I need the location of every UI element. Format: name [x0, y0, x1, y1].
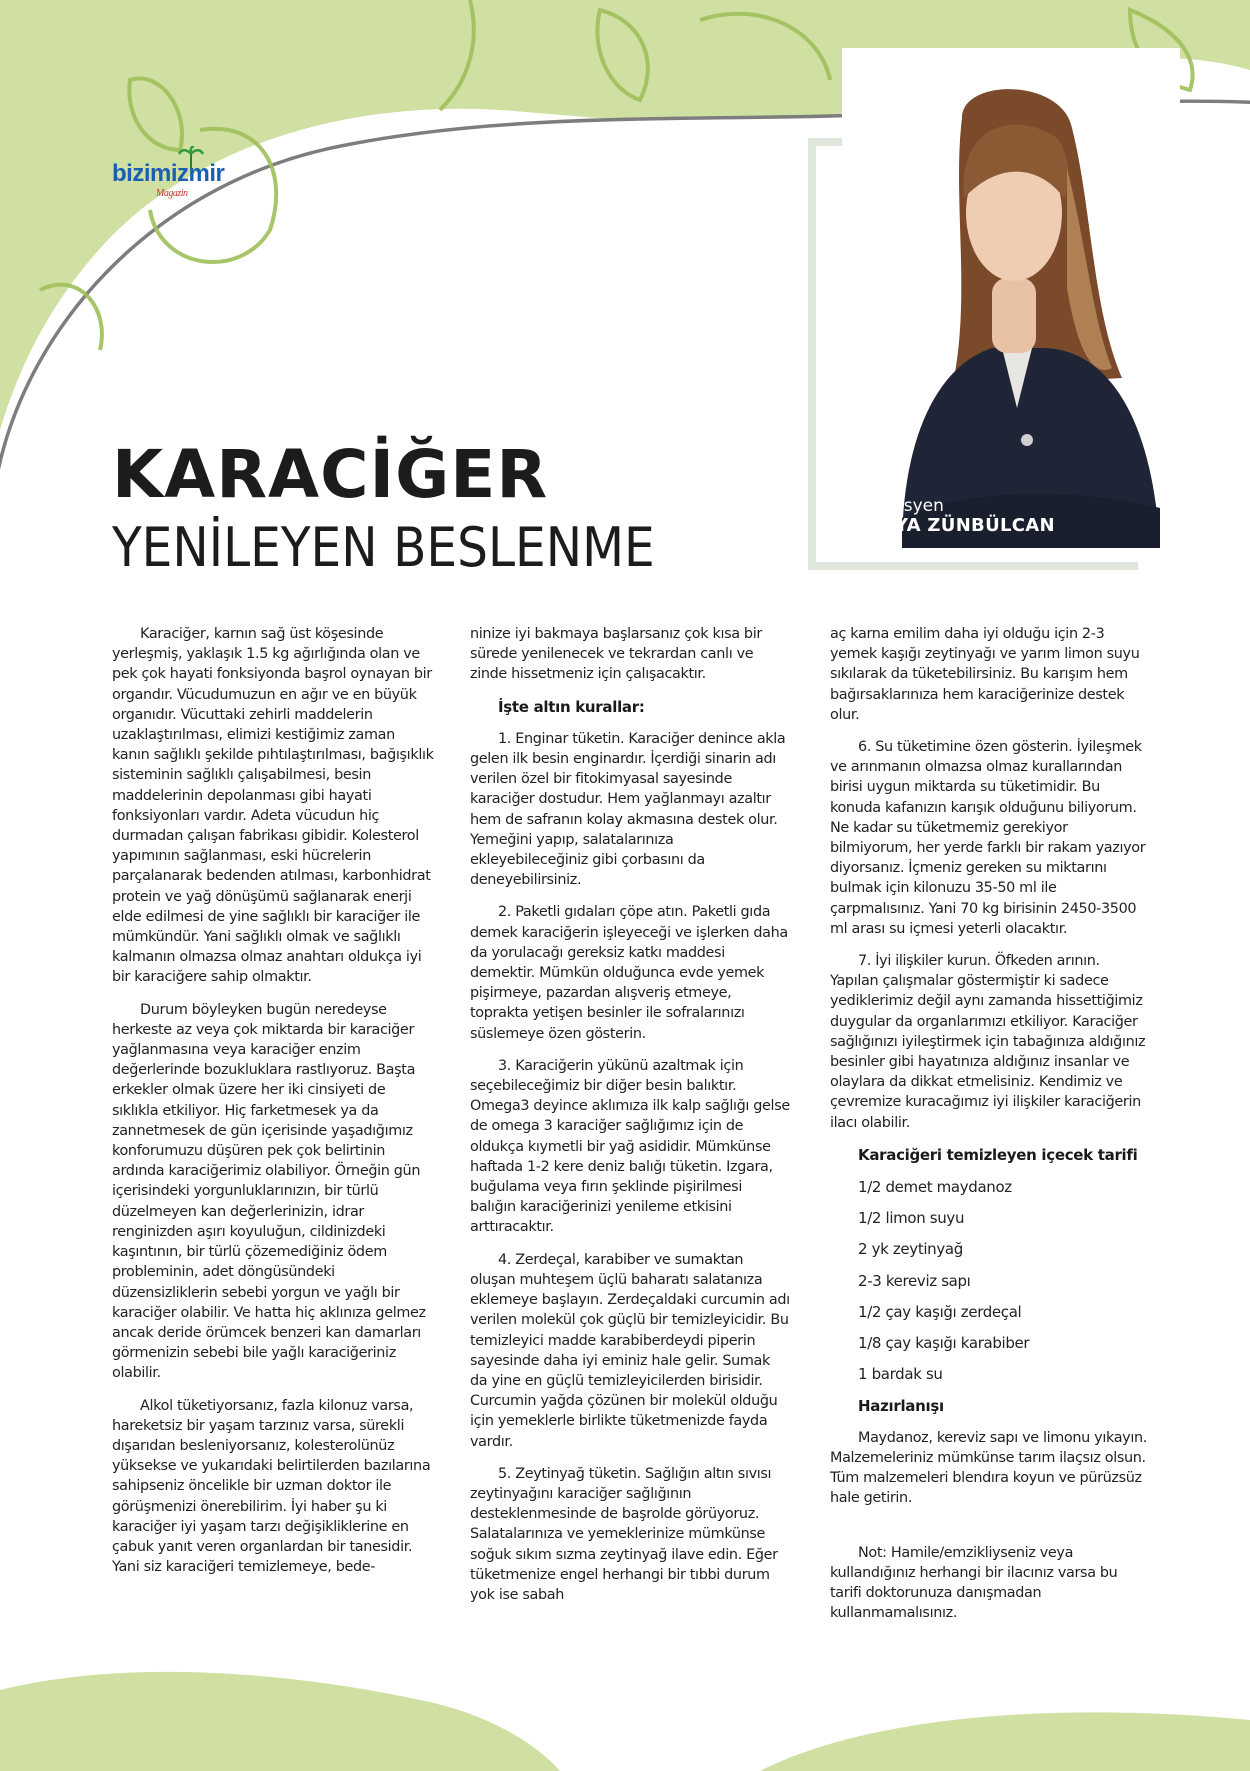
article-column-2	[470, 624, 790, 1617]
article-column-3	[830, 624, 1148, 1635]
brand-sub: Magazin	[156, 188, 188, 199]
note-text: Not: Hamile/emzikliyseniz veya kullandığınız herhangi bir ilacınız varsa bu tarifi doktorunuza danışmadan kullanmamalısınız.	[830, 1544, 1118, 1622]
brand-name: bizimizmir	[112, 160, 225, 187]
rule-item: 1. Enginar tüketin. Karaciğer denince akla gelen ilk besin enginardır. İçerdiği sinarin adı verilen özel bir fitokimyasal sayesinde karaciğer dostudur. Hem yağlanmayı azaltır hem de safranın kolay akmasına destek olur. Yemeğini yapıp, salatalarınıza ekleyebileceğiniz gibi çorbasını da deneyebilirsiniz.	[470, 730, 786, 889]
ingredient-item: 1/2 demet maydanoz	[858, 1178, 1012, 1197]
ingredient-item: 1/8 çay kaşığı karabiber	[858, 1334, 1030, 1353]
author-photo	[842, 48, 1180, 548]
rule-item: 6. Su tüketimine özen gösterin. İyileşmek ve arınmanın olmazsa olmaz kurallarından birisi uygun miktarda su tüketimidir. Bu konuda kafanızın karışık olduğunu biliyorum. Ne kadar su tüketmemiz gerekiyor bilmiyorum, her yerde farklı bir rakam yazıyor diyorsanız. İçmeniz gereken su miktarını bulmak için kilonuzu 35-50 ml ile çarpmalısınız. Yani 70 kg birisinin 2450-3500 ml arası su içmesi yeterli olacaktır.	[830, 739, 1146, 937]
paragraph: Alkol tüketiyorsanız, fazla kilonuz varsa, hareketsiz bir yaşam tarzınız varsa, sürekli dışarıdan besleniyorsanız, kolesterolünüz yüksekse ve yukarıdaki belirtilerden bazılarına sahipseniz öncelikle bir uzman doktor ile görüşmenizi önerebilirim. İyi haber şu ki karaciğer iyi yaşam tarzı değişikliklerine en çabuk yanıt veren organlardan bir tanesidir. Yani siz karaciğeri temizlemeye, bede-	[112, 1397, 431, 1576]
jacket-button	[1021, 434, 1033, 446]
ingredient-item: 1/2 çay kaşığı zerdeçal	[858, 1302, 1022, 1321]
article-column-1	[112, 624, 434, 1589]
paragraph: aç karna emilim daha iyi olduğu için 2-3 yemek kaşığı zeytinyağı ve yarım limon suyu sıkılarak da tüketebilirsiniz. Bu karışım hem bağırsaklarınıza hem karaciğerinize destek olur.	[830, 626, 1140, 723]
paragraph: Karaciğer, karnın sağ üst köşesinde yerleşmiş, yaklaşık 1.5 kg ağırlığında olan ve pek çok hayati fonksiyonda başrol oynayan bir organdır. Vücudumuzun en ağır ve en büyük organıdır. Vücuttaki zehirli maddelerin uzaklaştırılması, elimizi kestiğimiz zaman kanın sağlıklı şekilde pıhtılaştırılması, bağışıklık sisteminin sağlıklı çalışabilmesi, besin maddelerinin depolanması gibi hayati fonksiyonları vardır. Adeta vücudun hiç durmadan çalışan fabrikası gibidir. Kolesterol yapımının sağlanması, eski hücrelerin parçalanarak bedenden atılması, karbonhidrat protein ve yağ dönüşümü sağlanarak enerji elde edilmesi de yine sağlıklı bir karaciğer ile mümkündür. Yani sağlıklı olmak ve sağlıklı kalmanın olmazsa olmaz anahtarı oldukça iyi bir karaciğere sahip olmaktır.	[112, 626, 434, 986]
rule-item: 7. İyi ilişkiler kurun. Öfkeden arının. Yapılan çalışmalar göstermiştir ki sadece yediklerimiz değil aynı zamanda hissettiğimiz duygular da organlarımızı etkiliyor. Karaciğer sağlığınızı iyileştirmek için tabağınıza aldığınız besinler gibi hayatınıza aldığınız insanlar ve olaylara da dikkat etmelisiniz. Kendimiz ve çevremize kuracağımız iyi ilişkiler karaciğerin ilacı olabilir.	[830, 953, 1146, 1131]
palm-icon	[178, 146, 204, 168]
caption-name: DERYA ZÜNBÜLCAN	[854, 515, 1055, 536]
photo-caption	[854, 496, 1055, 536]
ingredient-item: 1/2 limon suyu	[858, 1209, 965, 1228]
ingredient-item: 1 bardak su	[858, 1365, 943, 1384]
rule-item: 3. Karaciğerin yükünü azaltmak için seçebileceğimiz bir diğer besin balıktır. Omega3 deyince aklımıza ilk kalp sağlığı gelse de omega 3 karaciğer sağlığımız için de oldukça kıymetli bir yağ asididir. Mümkünse haftada 1-2 kere deniz balığı tüketin. Izgara, buğulama veya fırın şeklinde pişirilmesi balığın karaciğerinizi yenileme etkisini arttıracaktır.	[470, 1057, 790, 1236]
ingredient-item: 2 yk zeytinyağ	[858, 1240, 963, 1259]
page-subtitle: YENİLEYEN BESLENME	[112, 516, 655, 579]
brand-logo	[112, 160, 225, 199]
neck	[992, 278, 1036, 353]
paragraph: ninize iyi bakmaya başlarsanız çok kısa bir sürede yenilenecek ve tekrardan canlı ve zinde hissetmeniz için çalışacaktır.	[470, 626, 762, 683]
prep-text: Maydanoz, kereviz sapı ve limonu yıkayın. Malzemeleriniz mümkünse tarım ilaçsız olsun. Tüm malzemeleri blendıra koyun ve pürüzsüz hale getirin.	[830, 1429, 1147, 1507]
rules-heading: İşte altın kurallar:	[498, 697, 645, 716]
caption-role: Diyetisyen	[854, 496, 944, 516]
prep-heading: Hazırlanışı	[858, 1396, 944, 1415]
ingredient-list	[858, 1177, 1148, 1384]
recipe-heading: Karaciğeri temizleyen içecek tarifi	[858, 1145, 1138, 1164]
rule-item: 2. Paketli gıdaları çöpe atın. Paketli gıda demek karaciğerin işleyeceği ve işlerken daha da yorulacağı gereksiz katkı maddesi demektir. Mümkün olduğunca evde yemek pişirmeye, pazardan alışveriş etmeye, toprakta yetişen besinler ile sofralarınızı süslemeye özen gösterin.	[470, 904, 788, 1042]
ingredient-item: 2-3 kereviz sapı	[858, 1271, 971, 1290]
rule-item: 5. Zeytinyağ tüketin. Sağlığın altın sıvısı zeytinyağını karaciğer sağlığının desteklenmesinde de başrolde görüyoruz. Salatalarınıza ve yemeklerinize mümkünse soğuk sıkım sızma zeytinyağ ilave edin. Eğer tüketmenize engel herhangi bir tıbbi durum yok ise sabah	[470, 1465, 778, 1603]
page-title: KARACİĞER	[112, 436, 549, 513]
paragraph: Durum böyleyken bugün neredeyse herkeste az veya çok miktarda bir karaciğer yağlanmasına veya karaciğer enzim değerlerinde bozukluklara rastlıyoruz. Başta erkekler olmak üzere her iki cinsiyeti de sıklıkla etkiliyor. Hiç farketmesek ya da zannetmesek de gün içerisinde yaşadığımız konforumuzu düşüren pek çok belirtinin ardında karaciğerimiz olabiliyor. Örneğin gün içerisindeki yorgunluklarınızın, bir türlü düzelmeyen kan değerlerinizin, idrar renginizden aşırı koyuluğun, cildinizdeki kaşıntının, bir türlü çözemediğiniz ödem probleminin, adet döngüsündeki düzensizliklerin sebebi yorgun ve yağlı bir karaciğer olabilir. Ve hatta hiç aklınıza gelmez ancak deride örümcek benzeri kan damarları görmenizin sebebi bile yağlı karaciğeriniz olabilir.	[112, 1001, 426, 1382]
rule-item: 4. Zerdeçal, karabiber ve sumaktan oluşan muhteşem üçlü baharatı salatanıza eklemeye başlayın. Zerdeçaldaki curcumin adı verilen molekül çok güçlü bir temizleyicidir. Bu temizleyici madde karabiberdeydi piperin sayesinde daha iyi eminiz hale gelir. Sumak da yine en güçlü temizleyicilerden birisidir. Curcumin yağda çözünen bir molekül olduğu için yemeklerle birlikte tüketmenizde fayda vardır.	[470, 1251, 790, 1450]
